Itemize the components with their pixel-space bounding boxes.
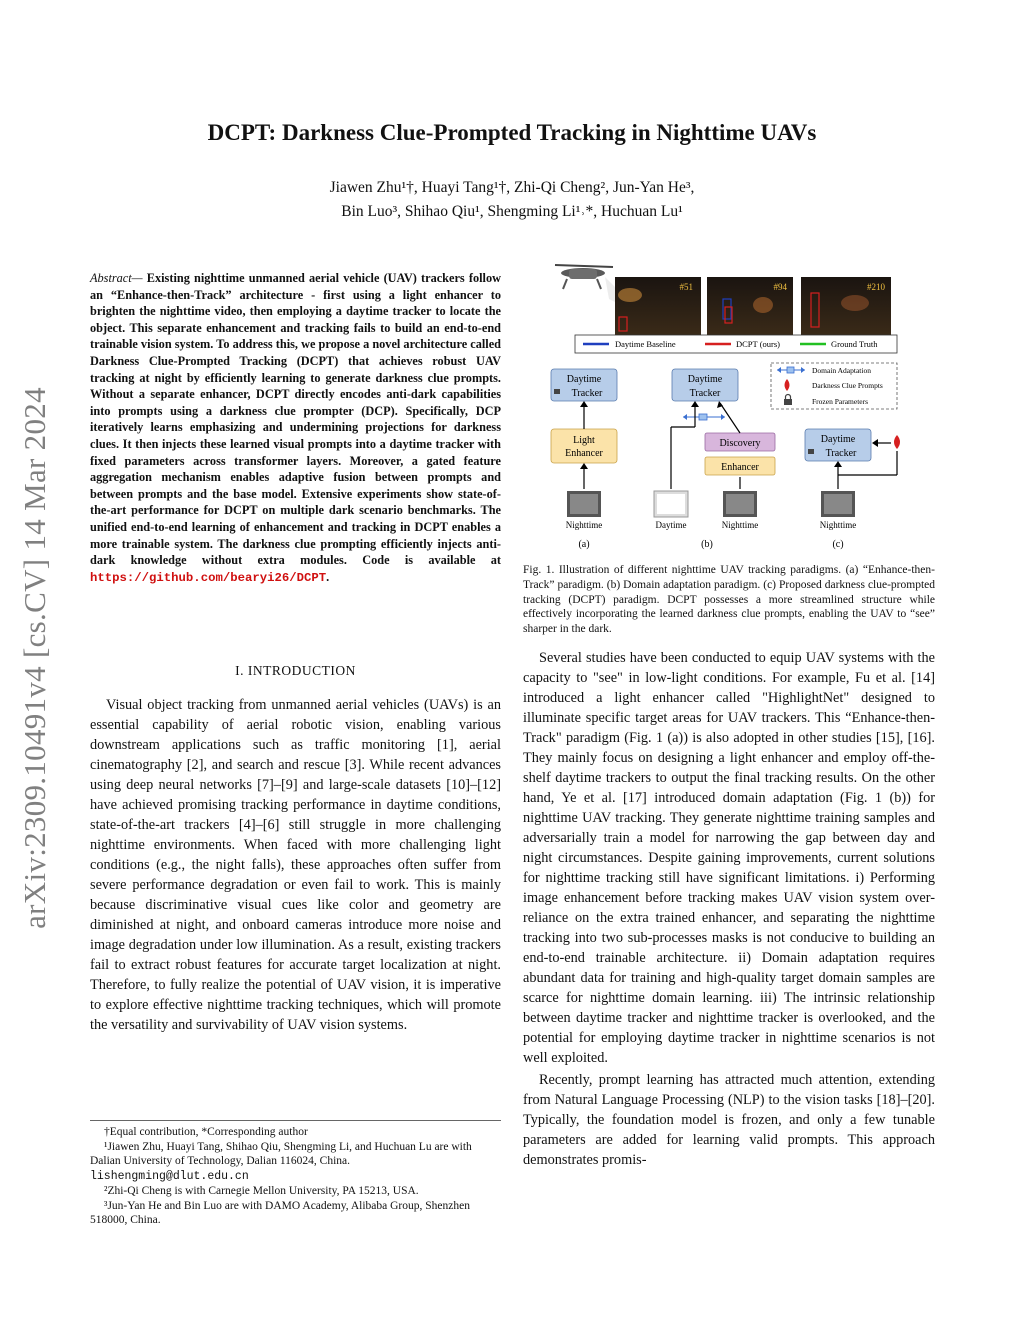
authors-line-1: Jiawen Zhu¹†, Huayi Tang¹†, Zhi-Qi Cheng², Jun-Yan He³, — [329, 179, 695, 196]
authors-line-2: Bin Luo³, Shihao Qiu¹, Shengming Li¹˒*, Huchuan Lu¹ — [341, 203, 683, 220]
svg-text:Daytime: Daytime — [687, 374, 723, 385]
intro-paragraph-right-2: Recently, prompt learning has attracted much attention, extending from Natural Language Processing (NLP) to the vision tasks [18]–[20]. Typically, the foundation model is frozen, and only a few tunable parameters are added for learning valid prompts. This approach demonstrates promis- — [523, 1072, 935, 1168]
abstract-label: Abstract— — [90, 271, 143, 285]
frame-label-2: #94 — [773, 282, 787, 292]
svg-text:Tracker: Tracker — [825, 448, 857, 459]
svg-text:Enhancer: Enhancer — [565, 448, 603, 459]
footnote-affiliation-2: ²Zhi-Qi Cheng is with Carnegie Mellon University, PA 15213, USA. — [104, 1185, 419, 1197]
key-frozen: Frozen Parameters — [812, 397, 869, 406]
label-b-daytime: Daytime — [655, 520, 687, 530]
footnotes — [90, 1120, 501, 1228]
author-list — [0, 176, 1024, 224]
intro-paragraph-right-1: Several studies have been conducted to equip UAV systems with the capacity to "see" in low-light conditions. For example, Fu et al. [14] introduced a light enhancer called "HighlightNet" designed to illuminate specific target areas for UAV trackers. This “Enhance-then-Track" paradigm (Fig. 1 (a)) is also adopted in other studies [15], [16]. They mainly focus on designing a light enhancer and employ off-the-shelf daytime trackers to output the final tracking results. On the other hand, Ye et al. [17] introduced domain adaptation (Fig. 1 (b)) for nighttime UAV tracking. They generate nighttime training samples and adversarially train a model for narrowing the gap between day and night circumstances. Despite gaining improvements, current solutions for nighttime tracking still have significant limitations. i) Performing image enhancement before tracking makes UAV vision system over-reliance on the extra trained enhancer, and separating the nighttime tracking into two sub-processes masks is not conducive to building an end-to-end trainable architecture. ii) Domain adaptation requires abundant data for training and high-quality target domain samples are scarce for nighttime domain learning. iii) The intrinsic relationship between daytime tracker and nighttime tracker is overlooked, and the potential for employing daytime tracker in nighttime scenarios is not well exploited. — [523, 650, 935, 1066]
legend-baseline: Daytime Baseline — [615, 339, 676, 349]
label-a-nighttime: Nighttime — [565, 520, 603, 530]
footnote-affiliation-3: ³Jun-Yan He and Bin Luo are with DAMO Academy, Alibaba Group, Shenzhen 518000, China. — [90, 1199, 470, 1226]
abstract: Abstract— Existing nighttime unmanned aerial vehicle (UAV) trackers follow an “Enhance-then-Track” architecture - first using a light enhancer to brighten the nighttime video, then employing a daytime tracker to locate the object. This separate enhancement and tracking fails to build an end-to-end trainable vision system. To address this, we propose a novel architecture called Darkness Clue-Prompted Tracking (DCPT) that achieves robust UAV tracking at night by efficiently learning to generate darkness clue prompts. Without a separate enhancer, DCPT directly encodes anti-dark capabilities into prompts using a darkness clue prompter (DCP). Specifically, DCP iteratively learns emphasizing and undermining projections for darkness clues. It then injects these learned visual prompts into a daytime tracker with fixed parameters across transformer layers. Moreover, a gated feature aggregation mechanism enables adaptive fusion between prompts and between prompts and the base model. Extensive experiments show state-of-the-art performance for DCPT on multiple dark scenario benchmarks. The unified end-to-end learning of enhancement and tracking in DCPT enables a more trainable system. The darkness clue prompting efficiently injects anti-dark knowledge without extra modules. Code is available at https://github.com/bearyi26/DCPT. — [90, 271, 501, 585]
footnote-email: lishengming@dlut.edu.cn — [90, 1169, 249, 1183]
svg-text:Daytime: Daytime — [566, 374, 602, 385]
video-icon-a — [567, 491, 601, 517]
panel-label-c: (c) — [832, 539, 844, 550]
legend-ground-truth: Ground Truth — [831, 339, 878, 349]
paper-title: DCPT: Darkness Clue-Prompted Tracking in Nighttime UAVs — [207, 120, 817, 145]
panel-label-a: (a) — [578, 539, 590, 550]
frame-label-1: #51 — [679, 282, 693, 292]
legend-dcpt: DCPT (ours) — [736, 339, 780, 349]
svg-text:Enhancer: Enhancer — [721, 462, 759, 473]
panel-label-b: (b) — [701, 539, 713, 550]
flame-icon-c — [894, 435, 900, 449]
footnote-affiliation-1: ¹Jiawen Zhu, Huayi Tang, Shihao Qiu, Shengming Li, and Huchuan Lu are with Dalian University of Technology, Dalian 116024, China. lishengming@dlut.edu.cn — [90, 1140, 472, 1183]
figure-1 — [535, 255, 915, 555]
frame-label-3: #210 — [867, 282, 885, 292]
footnote-equal-contribution: †Equal contribution, *Corresponding author — [104, 1126, 308, 1138]
section-heading-introduction: I. INTRODUCTION — [235, 663, 356, 678]
svg-text:Light: Light — [573, 435, 595, 446]
code-link[interactable]: https://github.com/bearyi26/DCPT — [90, 570, 327, 585]
video-icon-b-night — [723, 491, 757, 517]
intro-right-column — [523, 648, 935, 1172]
figure-caption: Fig. 1. Illustration of different nighttime UAV tracking paradigms. (a) “Enhance-then-Track” paradigm. (b) Domain adaptation paradigm. (c) Proposed darkness clue-prompted tracking (DCPT) paradigm. DCPT possesses a more streamlined structure while effectively incorporating the learned darkness clue prompts, enabling the UAV to “see” sharper in the dark. — [523, 564, 935, 636]
svg-text:Discovery: Discovery — [719, 438, 761, 449]
key-darkness-clue: Darkness Clue Prompts — [812, 381, 883, 390]
svg-text:Tracker: Tracker — [571, 388, 603, 399]
video-icon-b-day — [654, 491, 688, 517]
abstract-text: Existing nighttime unmanned aerial vehicle (UAV) trackers follow an “Enhance-then-Track” architecture - first using a light enhancer to brighten the nighttime video, then employing a daytime tracker to locate the object. This separate enhancement and tracking fails to build an end-to-end trainable vision system. To address this, we propose a novel architecture called Darkness Clue-Prompted Tracking (DCPT) that achieves robust UAV tracking at night by efficiently learning to generate darkness clue prompts. Without a separate enhancer, DCPT directly encodes anti-dark capabilities into prompts using a darkness clue prompter (DCP). Specifically, DCP iteratively learns emphasizing and undermining projections for darkness clues. It then injects these learned visual prompts into a daytime tracker with fixed parameters across transformer layers. Moreover, a gated feature aggregation mechanism enables adaptive fusion between prompts and between prompts and the base model. Extensive experiments show state-of-the-art performance for DCPT on multiple dark scenario benchmarks. The unified end-to-end learning of enhancement and tracking in DCPT enables a more trainable system. The darkness clue prompting efficiently injects anti-dark knowledge without extra modules. Code is available at — [90, 271, 501, 568]
intro-paragraph-left: Visual object tracking from unmanned aerial vehicles (UAVs) is an essential capability of aerial robotic vision, enabling various downstream applications such as traffic monitoring [1], aerial cinematography [2], and search and rescue [3]. While recent advances using deep neural networks [7]–[9] and large-scale datasets [10]–[12] have achieved promising tracking performance in daytime conditions, state-of-the-art trackers [4]–[6] still struggle in more challenging nighttime environments. When faced with more challenging light conditions (e.g., the night falls), these approaches often suffer from severe performance degradation or even fail to work. This is mainly because discriminative visual cues like color and geometry are diminished at night, and onboard cameras introduce more noise and image degradation under low illumination. As a result, existing trackers fail to extract robust features for accurate target localization at night. Therefore, to fully realize the potential of UAV vision, it is imperative to explore effective nighttime tracking techniques, which will promote the versatility and survivability of UAV vision systems. — [90, 697, 501, 1033]
svg-text:Tracker: Tracker — [689, 388, 721, 399]
key-domain-adaptation: Domain Adaptation — [812, 366, 871, 375]
svg-text:Daytime: Daytime — [820, 434, 856, 445]
arxiv-watermark: arXiv:2309.10491v4 [cs.CV] 14 Mar 2024 — [17, 387, 52, 929]
drone-icon — [555, 265, 621, 305]
label-b-nighttime: Nighttime — [721, 520, 759, 530]
video-icon-c — [821, 491, 855, 517]
label-c-nighttime: Nighttime — [819, 520, 857, 530]
